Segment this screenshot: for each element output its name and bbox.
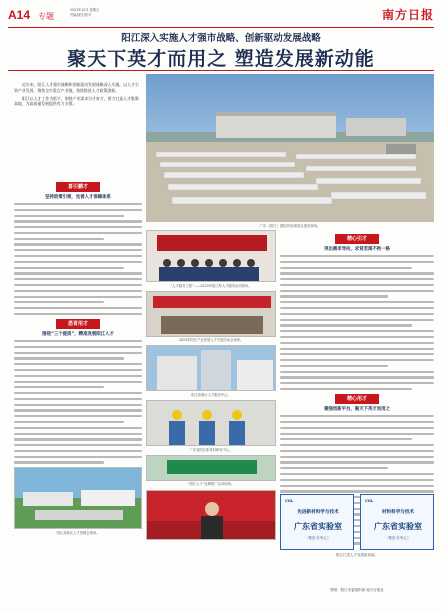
column-middle bbox=[146, 230, 276, 540]
meeting-photo bbox=[146, 291, 276, 337]
banner-subtitle: 先进新材料学与技术 bbox=[297, 510, 339, 515]
banner-subtitle: 材料科学与技术 bbox=[381, 510, 415, 515]
billboard-photo bbox=[146, 455, 276, 481]
section-subhead: 建强创新平台，聚天下英才而用之 bbox=[324, 407, 390, 413]
section-tag: 精心用才 bbox=[335, 394, 379, 404]
article-text bbox=[280, 255, 434, 390]
banner-title: 广东省实验室 bbox=[294, 521, 342, 531]
section-subhead: 围绕“三个提质”，精准发展阳江人才 bbox=[42, 332, 114, 338]
lab-banners bbox=[280, 494, 434, 550]
section-label: 专题 bbox=[38, 12, 54, 21]
masthead bbox=[8, 6, 434, 28]
photo-caption: 广东省阳江新材料研发中心。 bbox=[189, 447, 233, 452]
column-left bbox=[14, 178, 142, 538]
section-tag: 喜引鹏才 bbox=[56, 182, 100, 192]
lab-banner bbox=[280, 494, 354, 550]
photo-caption: 阳江高新区人才招聘会现场。 bbox=[56, 530, 100, 535]
photo-caption: “阳江人才”品牌推广活动现场。 bbox=[187, 482, 235, 487]
article-text bbox=[14, 203, 142, 315]
lead-paragraph: 阳江以人才工作为抓手，围绕产业需求引才育才，着力打造人才集聚高地，为高质量发展提供有力支撑。 bbox=[14, 95, 139, 107]
hero-caption: 广东（阳江）国际风电城项目建设现场。 bbox=[259, 224, 321, 228]
lead-paragraph: 近年来，阳江人才强市战略和创新驱动发展战略深入实施，以人才引领产业发展，聚焦全市重点产业链，持续推进人才政策创新。 bbox=[14, 82, 139, 93]
article-text bbox=[14, 340, 142, 464]
section-tag: 悉育用才 bbox=[56, 319, 100, 329]
speaker-photo bbox=[146, 490, 276, 540]
banner-branch: （阳江分中心） bbox=[385, 536, 411, 540]
section-tag: 精心引才 bbox=[335, 234, 379, 244]
photo-caption: 阳江高新区人才服务中心。 bbox=[191, 392, 231, 397]
headline-rule bbox=[8, 70, 434, 71]
section-subhead: 坚持政策引领，完善人才保障体系 bbox=[45, 195, 111, 200]
lead-text bbox=[14, 82, 142, 109]
workers-photo bbox=[146, 400, 276, 446]
banner-branch: （阳江分中心） bbox=[305, 536, 331, 540]
banner-title: 广东省实验室 bbox=[374, 521, 422, 531]
industrial-park-photo bbox=[14, 467, 142, 529]
credits: 策划：阳江市委组织部 南方日报社 bbox=[330, 588, 384, 592]
headline: 聚天下英才而用之 塑造发展新动能 bbox=[67, 48, 375, 70]
meta-editors: 责编/版式/校对 bbox=[70, 12, 92, 17]
newspaper-logo: 南方日报 bbox=[381, 8, 434, 22]
photo-caption: “人才服务工程”——2023年阳江每人才服务活动现场。 bbox=[170, 283, 252, 288]
section-subhead: 突出需求导向，求贤若渴不拘一格 bbox=[324, 247, 390, 252]
kicker: 阳江深入实施人才强市战略、创新驱动发展战略 bbox=[121, 33, 321, 44]
hero-photo-art bbox=[146, 74, 434, 222]
hero-photo bbox=[146, 74, 434, 222]
masthead-meta bbox=[70, 8, 200, 17]
lab-banner bbox=[360, 494, 434, 550]
meta-date: 2023年10月 星期五 bbox=[70, 8, 100, 12]
banner-logo-text: CGL bbox=[365, 498, 374, 503]
banner-caption: 阳江打造人才发展新高地。 bbox=[336, 553, 378, 557]
photo-caption: 2023年阳江产业发展人才引进洽谈会现场。 bbox=[178, 338, 244, 343]
event-photo bbox=[146, 230, 276, 282]
page-number: A14 bbox=[8, 8, 31, 22]
banner-logo-text: CGL bbox=[285, 498, 294, 503]
building-photo bbox=[146, 345, 276, 391]
